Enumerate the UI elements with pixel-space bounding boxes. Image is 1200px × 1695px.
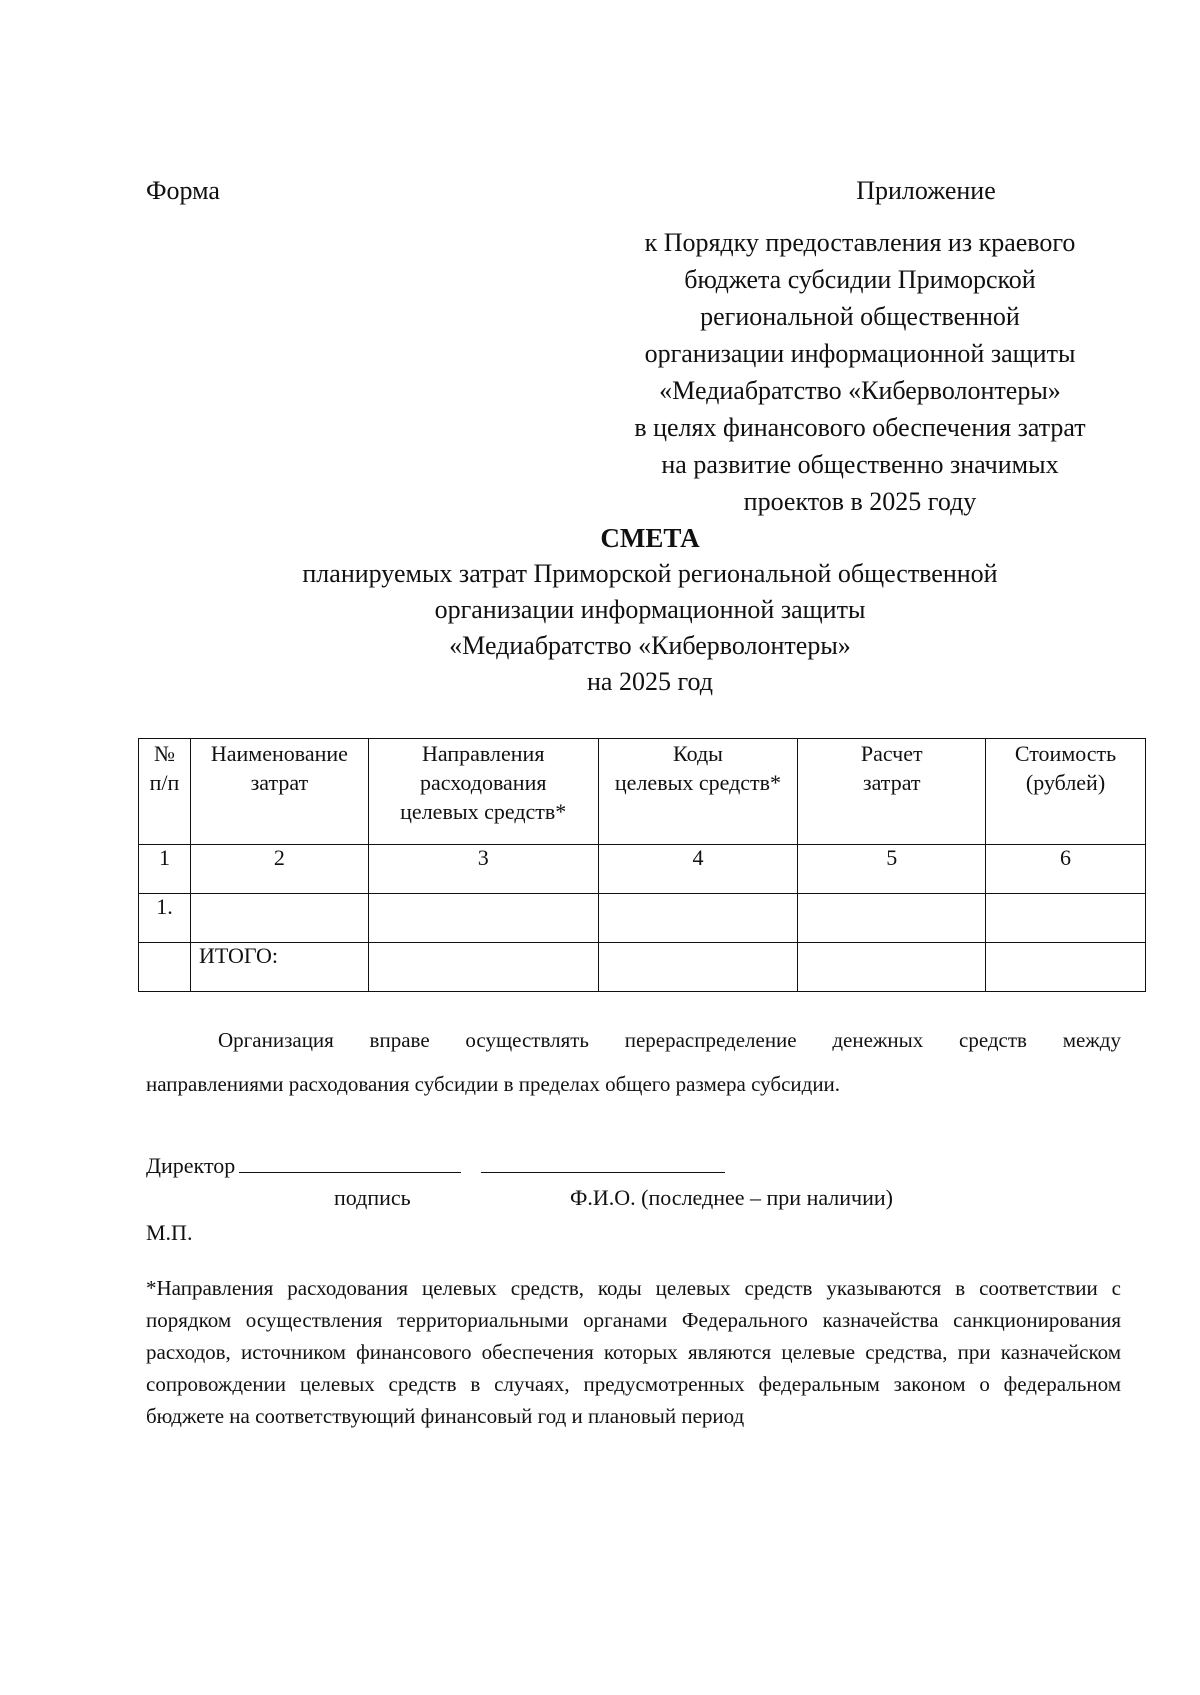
appendix-line: проектов в 2025 году: [743, 487, 977, 516]
appendix-line: бюджета субсидии Приморской: [684, 265, 1036, 294]
appendix-line: в целях финансового обеспечения затрат: [634, 413, 1086, 442]
form-label: Форма: [146, 176, 220, 205]
header-cell-fund-codes: Коды целевых средств*: [598, 739, 798, 845]
table-cell: [368, 943, 598, 992]
column-number: 5: [798, 845, 986, 894]
header-cell-cost-name: Наименование затрат: [190, 739, 368, 845]
total-label: ИТОГО:: [190, 943, 368, 992]
column-number: 6: [986, 845, 1146, 894]
appendix-line: региональной общественной: [700, 302, 1020, 331]
note-line: Организация вправе осуществлять перераспределение денежных средств между: [218, 1028, 1121, 1052]
footnote: *Направления расходования целевых средств, коды целевых средств указываются в соответствии с порядком осуществления территориальными органами Федерального казначейства санкционирования расходов, источником финансового обеспечения которых являются целевые средства, при казначейском сопровождении целевых средств в случаях, предусмотренных федеральным законом о федеральном бюджете на соответствующий финансовый год и плановый период: [146, 1276, 1121, 1428]
appendix-line: «Медиабратство «Киберволонтеры»: [659, 376, 1061, 405]
document-title: СМЕТА: [600, 523, 700, 553]
table-cell: [798, 894, 986, 943]
header-cell-spending-direction: Направления расходования целевых средств*: [368, 739, 598, 845]
header-cell-calculation: Расчет затрат: [798, 739, 986, 845]
signature-line: [146, 1150, 725, 1179]
director-label: Директор: [146, 1153, 236, 1178]
appendix-line: на развитие общественно значимых: [661, 450, 1059, 479]
stamp-label: М.П.: [146, 1220, 193, 1245]
table-cell: [190, 894, 368, 943]
header-cell-cost: Стоимость (рублей): [986, 739, 1146, 845]
table-cell: 1.: [139, 894, 191, 943]
title-line: на 2025 год: [587, 667, 713, 696]
appendix-title: Приложение: [856, 176, 996, 205]
table-row: [139, 894, 1146, 943]
column-number: 3: [368, 845, 598, 894]
column-number: 1: [139, 845, 191, 894]
column-number-row: [139, 845, 1146, 894]
appendix-reference: [600, 224, 1120, 520]
note-line: направлениями расходования субсидии в пределах общего размера субсидии.: [146, 1072, 841, 1096]
appendix-line: к Порядку предоставления из краевого: [644, 228, 1076, 257]
name-caption: Ф.И.О. (последнее – при наличии): [570, 1185, 893, 1210]
table-cell: [986, 943, 1146, 992]
title-line: организации информационной защиты: [434, 595, 866, 624]
title-line: планируемых затрат Приморской региональной общественной: [302, 559, 998, 588]
table-header-row: [139, 739, 1146, 845]
table-cell: [139, 943, 191, 992]
table-cell: [598, 894, 798, 943]
table-cell: [986, 894, 1146, 943]
signature-field: [239, 1150, 461, 1173]
column-number: 4: [598, 845, 798, 894]
header-cell-number: № п/п: [139, 739, 191, 845]
appendix-line: организации информационной защиты: [644, 339, 1076, 368]
document-title-block: [180, 520, 1120, 700]
table-cell: [368, 894, 598, 943]
column-number: 2: [190, 845, 368, 894]
table-cell: [598, 943, 798, 992]
estimate-table: [138, 738, 1146, 992]
redistribution-note: [146, 1018, 1121, 1106]
table-cell: [798, 943, 986, 992]
total-row: [139, 943, 1146, 992]
name-field: [481, 1150, 725, 1173]
signature-caption: подпись: [334, 1185, 411, 1210]
title-line: «Медиабратство «Киберволонтеры»: [449, 631, 851, 660]
